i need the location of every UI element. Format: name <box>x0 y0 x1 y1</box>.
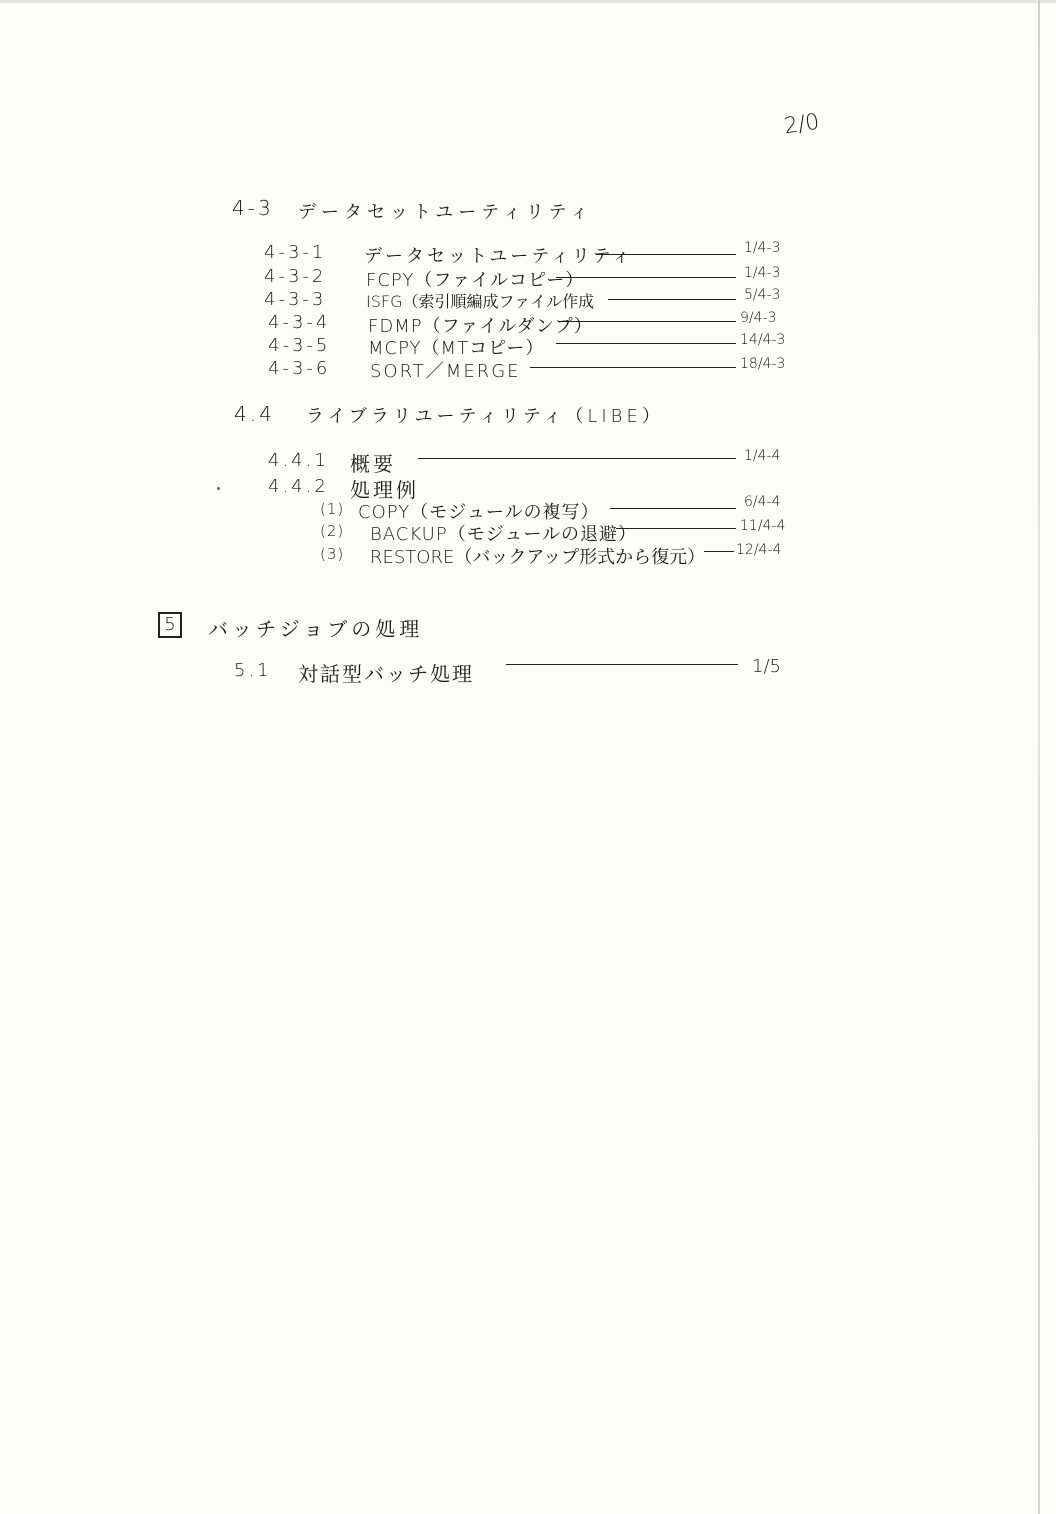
toc-page: 1/4-4 <box>744 448 781 464</box>
toc-title: ISFG（索引順編成ファイル作成 <box>366 292 595 311</box>
ink-speck <box>217 487 220 490</box>
toc-number: 4-3-4 <box>268 312 331 333</box>
toc-page: 12/4-4 <box>736 542 782 558</box>
toc-page: 11/4-4 <box>740 518 786 534</box>
leader-line <box>610 508 736 509</box>
scan-edge-right <box>1038 0 1040 1514</box>
toc-number: 4-3-2 <box>264 266 327 287</box>
chapter-5-title: バッチジョブの処理 <box>208 617 424 641</box>
toc-number: 4-3-5 <box>268 335 331 356</box>
toc-page: 1/4-3 <box>744 265 781 281</box>
leader-line <box>704 551 734 552</box>
section-4-3-number: 4-3 <box>232 196 274 220</box>
toc-number: 4-3-3 <box>264 289 327 310</box>
toc-number: 4.4.2 <box>268 476 329 497</box>
section-4-4-title: ライブラリユーティリティ（LIBE） <box>306 406 664 427</box>
leader-line <box>596 254 736 255</box>
toc-title: FDMP（ファイルダンプ） <box>368 316 593 337</box>
toc-title: 概要 <box>350 452 396 476</box>
example-title: COPY（モジュールの複写） <box>358 502 600 523</box>
leader-line <box>608 299 736 300</box>
leader-line <box>418 458 736 459</box>
toc-title: データセットユーティリティ <box>364 246 634 267</box>
toc-title: SORT／MERGE <box>370 361 521 382</box>
example-title: RESTORE（バックアップ形式から復元） <box>370 547 706 568</box>
chapter-5-number-box: 5 <box>158 612 182 638</box>
toc-page: 14/4-3 <box>740 332 786 348</box>
toc-page: 6/4-4 <box>744 494 781 510</box>
page-number: 2/0 <box>782 109 821 140</box>
section-4-4-number: 4.4 <box>234 402 275 426</box>
toc-title: 処理例 <box>350 478 419 502</box>
toc-number: 5.1 <box>234 660 272 681</box>
leader-line <box>530 367 736 368</box>
section-4-3-title: データセットユーティリティ <box>298 202 594 223</box>
toc-number: 4.4.1 <box>268 450 329 471</box>
toc-title: 対話型バッチ処理 <box>298 662 474 686</box>
leader-line <box>556 277 736 278</box>
example-number: (2) <box>320 522 345 540</box>
toc-page: 18/4-3 <box>740 356 786 372</box>
example-title: BACKUP（モジュールの退避） <box>370 524 637 545</box>
toc-page: 1/5 <box>752 656 781 677</box>
toc-page: 1/4-3 <box>744 240 781 256</box>
leader-line <box>616 528 736 529</box>
leader-line <box>556 343 736 344</box>
toc-number: 4-3-1 <box>264 242 327 263</box>
leader-line <box>506 664 738 665</box>
toc-title: MCPY（MTコピー） <box>368 338 545 359</box>
leader-line <box>562 321 736 322</box>
toc-page: 9/4-3 <box>740 310 777 326</box>
toc-title: FCPY（ファイルコピー） <box>366 270 585 291</box>
scan-edge-top <box>0 0 1056 3</box>
toc-number: 4-3-6 <box>268 358 331 379</box>
example-number: (3) <box>320 545 345 563</box>
toc-page: 5/4-3 <box>744 287 781 303</box>
example-number: (1) <box>320 500 345 518</box>
